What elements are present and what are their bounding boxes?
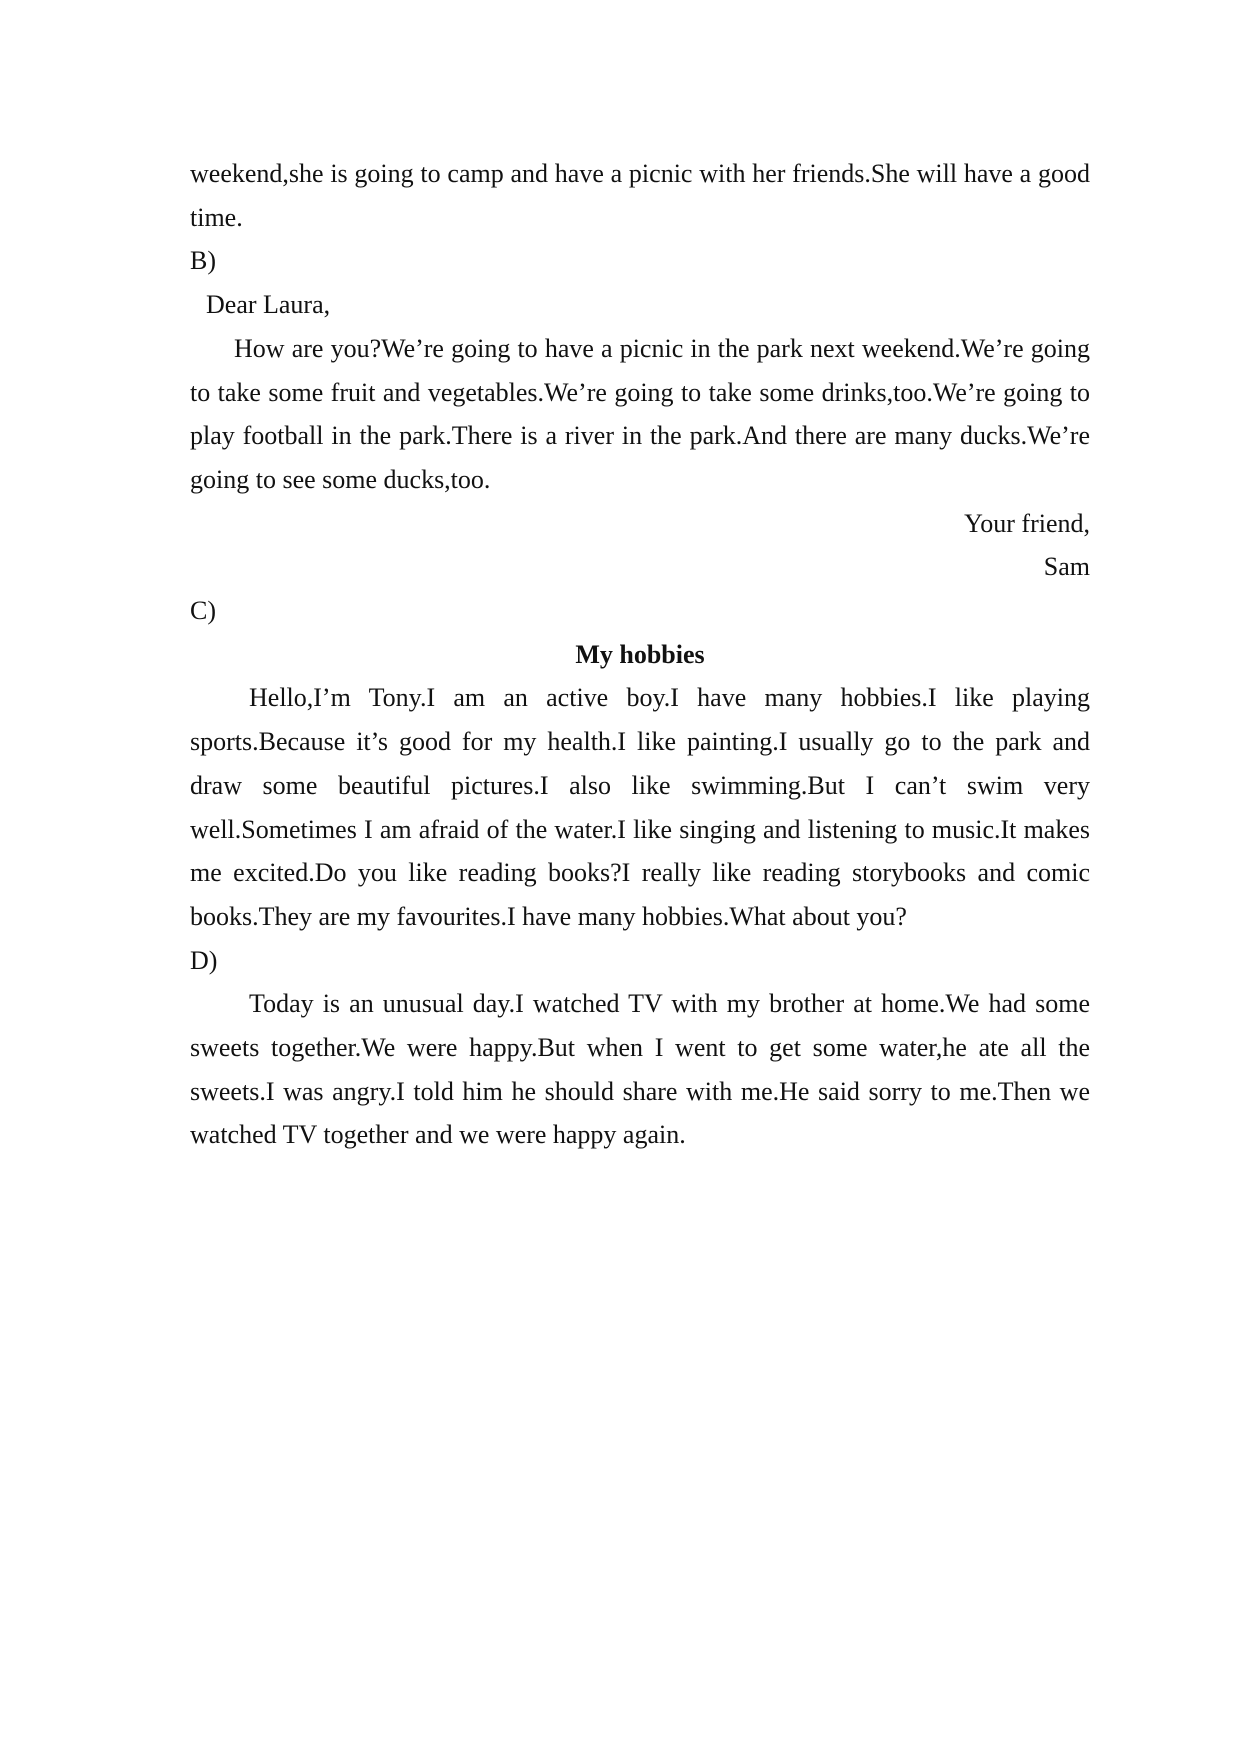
section-c-label: C) xyxy=(190,596,216,626)
letter-body: How are you?We’re going to have a picnic in the park next weekend.We’re going to take some fruit and vegetables.We’re going to take some drinks,too.We’re going to play football in the park.There is a river in the park.And there are many ducks.We’re going to see some ducks,too. xyxy=(190,333,1090,494)
section-b-label: B) xyxy=(190,246,216,276)
section-c-title: My hobbies xyxy=(575,639,705,669)
letter-greeting: Dear Laura, xyxy=(206,290,331,320)
section-a-continuation: weekend,she is going to camp and have a picnic with her friends.She will have a good time. xyxy=(190,159,1090,232)
letter-closing: Your friend, xyxy=(964,508,1090,538)
section-d-body: Today is an unusual day.I watched TV with my brother at home.We had some sweets together.We were happy.But when I went to get some water,he ate all the sweets.I was angry.I told him he should share with me.He said sorry to me.Then we watched TV together and we were happy again. xyxy=(190,989,1090,1150)
document-page xyxy=(190,152,1090,1157)
section-c-body: Hello,I’m Tony.I am an active boy.I have many hobbies.I like playing sports.Because it’s good for my health.I like painting.I usually go to the park and draw some beautiful pictures.I also like swimming.But I can’t swim very well.Sometimes I am afraid of the water.I like singing and listening to music.It makes me excited.Do you like reading books?I really like reading storybooks and comic books.They are my favourites.I have many hobbies.What about you? xyxy=(190,683,1090,931)
section-d-label: D) xyxy=(190,945,218,975)
letter-signature: Sam xyxy=(1043,552,1090,582)
